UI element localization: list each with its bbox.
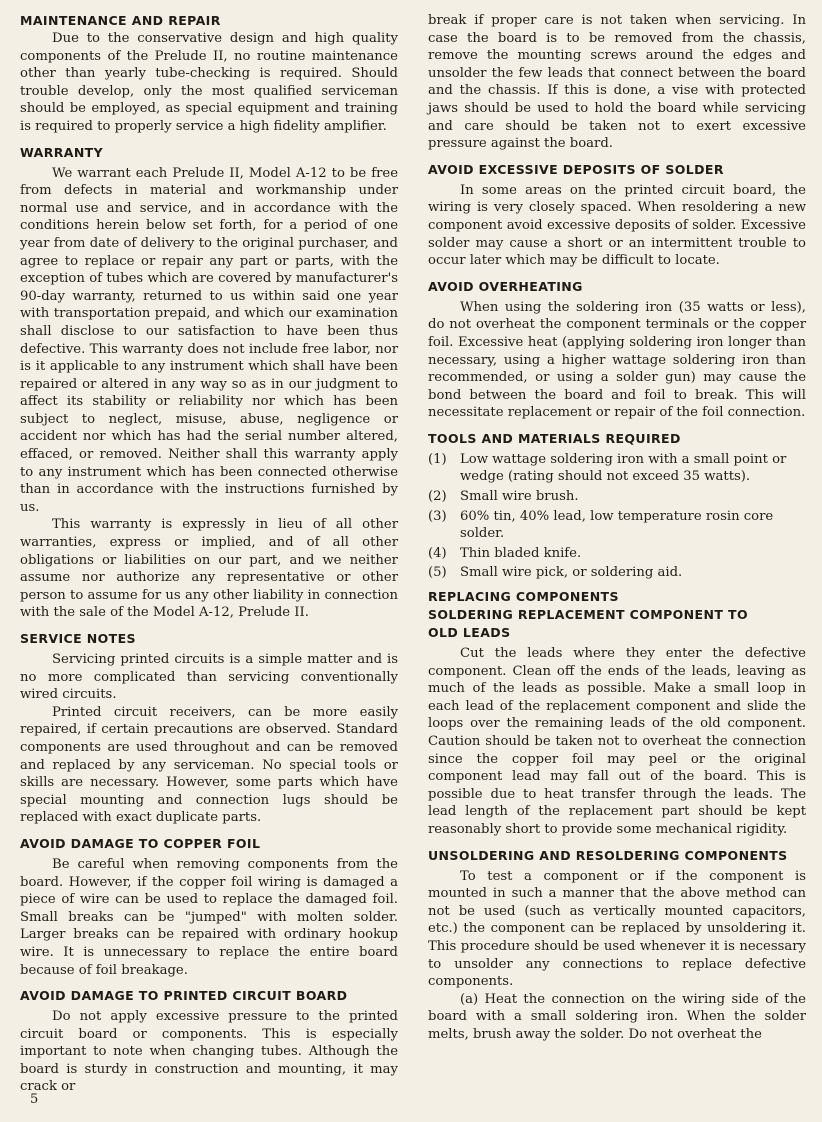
soldering-replacement-heading: SOLDERING REPLACEMENT COMPONENT TO <box>428 607 748 623</box>
list-item-number: (1) <box>428 451 447 467</box>
copper-foil-heading: AVOID DAMAGE TO COPPER FOIL <box>20 835 261 851</box>
overheating-paragraph: When using the soldering iron (35 watts or less), do not overheat the component terminals or the copper foil. Excessive heat (applying soldering iron longer than necessary, using a higher wattage soldering iron than recommended, or using a solder gun) may cause the bond between the board and foil to break. This will necessitate replacement or repair of the foil connection. <box>428 299 806 421</box>
old-leads-heading: OLD LEADS <box>428 625 511 641</box>
unsoldering-heading: UNSOLDERING AND RESOLDERING COMPONENTS <box>428 847 788 863</box>
warranty-paragraph-2: This warranty is expressly in lieu of all other warranties, express or implied, and of all other obligations or liabilities on our part, and we neither assume nor authorize any representative or other person to assume for us any other liability in connection with the sale of the Model A-12, Prelude II. <box>20 517 398 621</box>
list-item-number: (3) <box>428 508 447 524</box>
list-item <box>428 545 806 563</box>
unsoldering-paragraph-2: (a) Heat the connection on the wiring side of the board with a small soldering iron. When the solder melts, brush away the solder. Do not overheat the <box>428 991 806 1042</box>
list-item-text: Small wire pick, or soldering aid. <box>460 565 683 581</box>
list-item-number: (2) <box>428 489 447 505</box>
list-item-text: Thin bladed knife. <box>460 545 582 561</box>
solder-deposits-paragraph: In some areas on the printed circuit board, the wiring is very closely spaced. When resoldering a new component avoid excessive deposits of solder. Excessive solder may cause a short or an intermittent trouble to occur later which may be difficult to locate. <box>428 182 806 269</box>
circuit-board-paragraph: Do not apply excessive pressure to the printed circuit board or components. This is especially important to note when changing tubes. Although the board is sturdy in construction and mounting, it may crack or <box>20 1009 398 1095</box>
list-item-text: 60% tin, 40% lead, low temperature rosin core solder. <box>460 508 774 542</box>
tools-list <box>428 451 806 582</box>
service-notes-paragraph-2: Printed circuit receivers, can be more easily repaired, if certain precautions are observed. Standard components are used throughout and can be removed and replaced by any serviceman. No special tools or skills are necessary. However, some parts which have special mounting and connection lugs should be replaced with exact duplicate parts. <box>20 704 398 826</box>
list-item <box>428 451 806 486</box>
tools-heading: TOOLS AND MATERIALS REQUIRED <box>428 430 681 446</box>
list-item <box>428 488 806 506</box>
circuit-board-paragraph-continued: break if proper care is not taken when servicing. In case the board is to be removed from the chassis, remove the mounting screws around the edges and unsolder the few leads that connect between the board and the chassis. If this is done, a vise with protected jaws should be used to hold the board while servicing and care should be taken not to exert excessive pressure against the board. <box>428 13 806 152</box>
warranty-paragraph-1: We warrant each Prelude II, Model A-12 to be free from defects in material and workmanship under normal use and service, and in accordance with the conditions herein below set forth, for a period of one year from date of delivery to the original purchaser, and agree to replace or repair any part or parts, with the exception of tubes which are covered by manufacturer's 90-day warranty, returned to us within said one year with transportation prepaid, and which our examination shall disclose to our satisfaction to have been thus defective. This warranty does not include free labor, nor is it applicable to any instrument which shall have been repaired or altered in any way so as in our judgment to affect its stability or reliability nor which has been subject to neglect, misuse, abuse, negligence or accident nor which has had the serial number altered, effaced, or removed. Neither shall this warranty apply to any instrument which has been connected otherwise than in accordance with the instructions furnished by us. <box>20 165 398 515</box>
solder-deposits-heading: AVOID EXCESSIVE DEPOSITS OF SOLDER <box>428 161 724 177</box>
list-item-text: Low wattage soldering iron with a small point or wedge (rating should not exceed 35 watts). <box>460 451 787 485</box>
list-item-text: Small wire brush. <box>460 489 579 505</box>
unsoldering-paragraph-1: To test a component or if the component is mounted in such a manner that the above method can not be used (such as vertically mounted capacitors, etc.) the component can be replaced by unsoldering it. This procedure should be used whenever it is necessary to unsolder any connections to replace defective components. <box>428 868 806 990</box>
page-number: 5 <box>30 1092 39 1107</box>
maintenance-paragraph: Due to the conservative design and high quality components of the Prelude II, no routine maintenance other than yearly tube-checking is required. Should trouble develop, only the most qualified serviceman should be employed, as special equipment and training is required to properly service a high fidelity amplifier. <box>20 31 398 134</box>
replacing-paragraph: Cut the leads where they enter the defective component. Clean off the ends of the leads, leaving as much of the leads as possible. Make a small loop in each lead of the replacement component and slide the loops over the remaining leads of the old component. Caution should be taken not to overheat the connection since the copper foil may peel or the original component lead may fall out of the board. This is possible due to heat transfer through the leads. The lead length of the replacement part should be kept reasonably short to provide some mechanical rigidity. <box>428 646 806 837</box>
service-notes-heading: SERVICE NOTES <box>20 631 136 646</box>
left-column <box>20 12 398 1096</box>
right-column <box>428 12 806 1044</box>
list-item <box>428 564 806 582</box>
list-item-number: (4) <box>428 545 447 561</box>
list-item-number: (5) <box>428 565 447 581</box>
replacing-heading: REPLACING COMPONENTS <box>428 589 619 605</box>
list-item <box>428 508 806 543</box>
circuit-board-heading: AVOID DAMAGE TO PRINTED CIRCUIT BOARD <box>20 988 348 1004</box>
overheating-heading: AVOID OVERHEATING <box>428 278 583 294</box>
warranty-heading: WARRANTY <box>20 144 104 160</box>
copper-foil-paragraph: Be careful when removing components from the board. However, if the copper foil wiring is damaged a piece of wire can be used to replace the damaged foil. Small breaks can be "jumped" with molten solder. Larger breaks can be repaired with ordinary hookup wire. It is unnecessary to replace the entire board because of foil breakage. <box>20 856 398 978</box>
service-notes-paragraph-1: Servicing printed circuits is a simple matter and is no more complicated than servicing conventionally wired circuits. <box>20 652 398 703</box>
maintenance-heading: MAINTENANCE AND REPAIR <box>20 13 221 28</box>
